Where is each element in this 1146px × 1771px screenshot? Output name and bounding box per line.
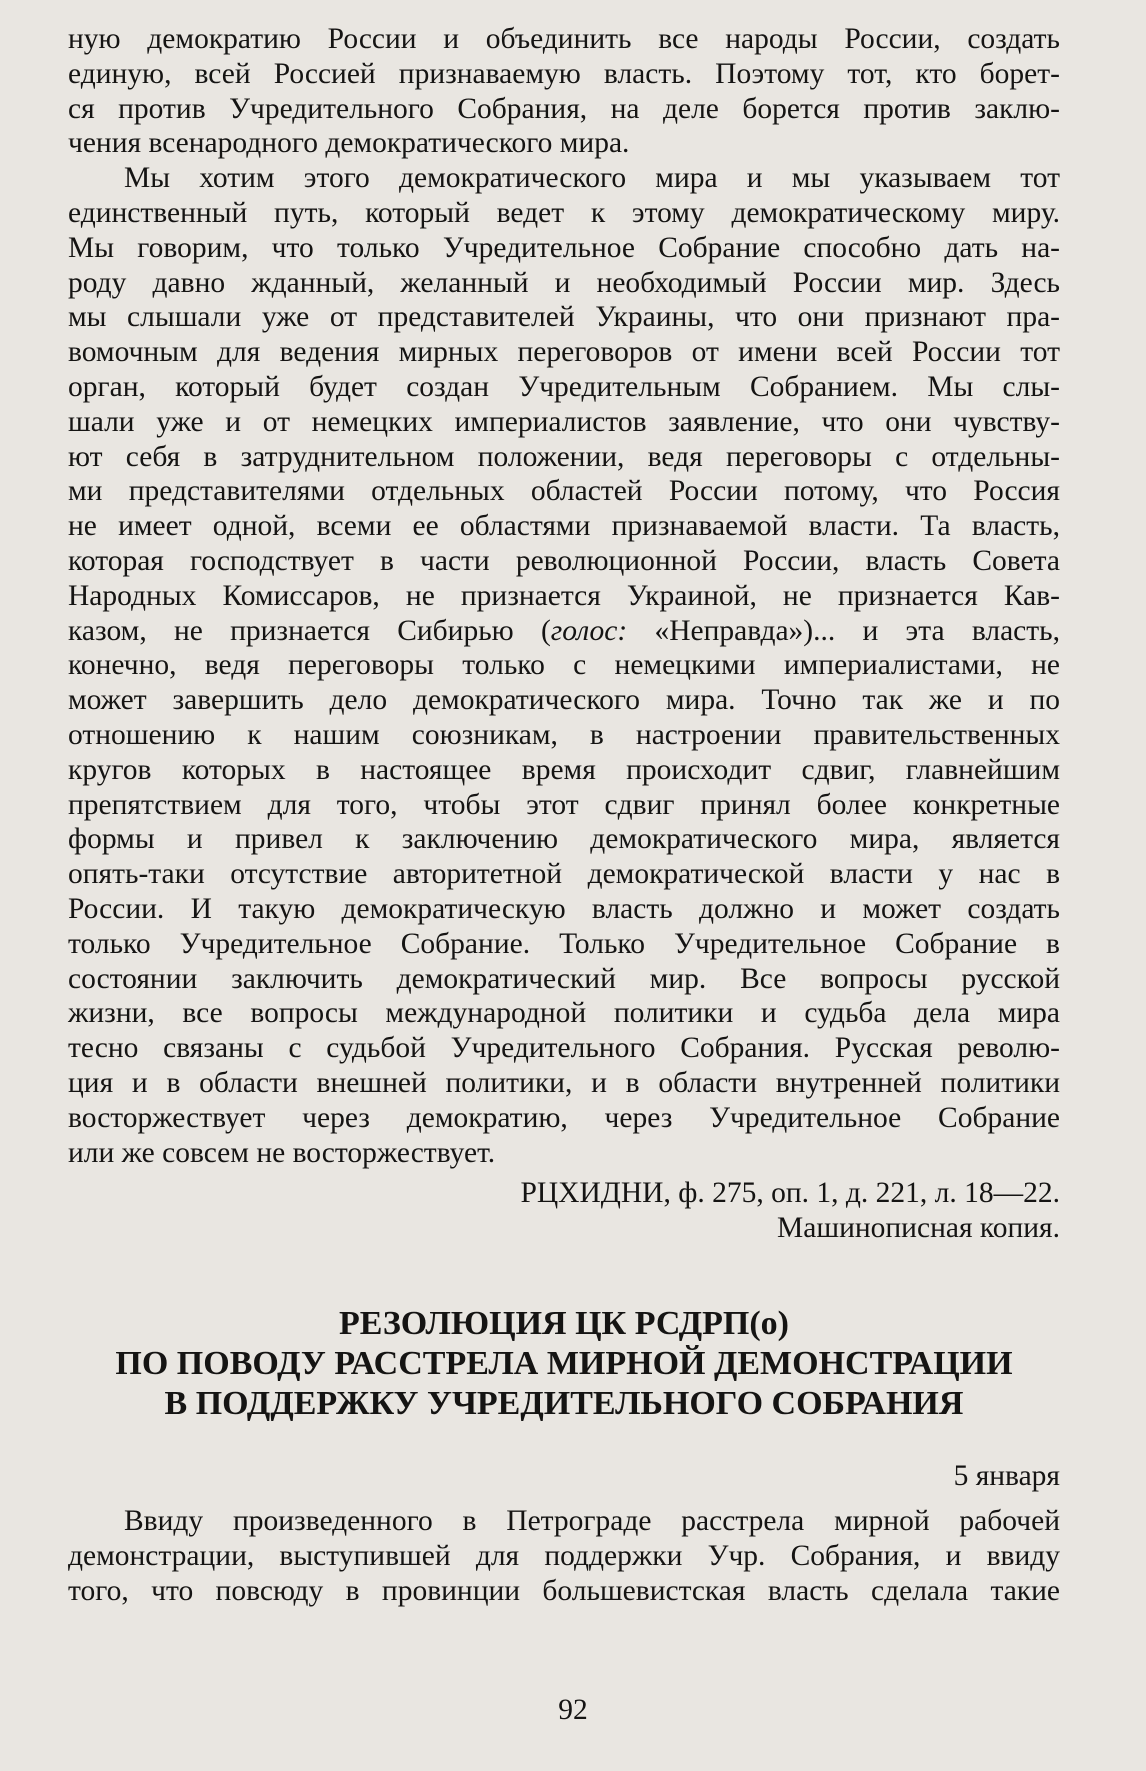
italic-remark: голос: [550,614,628,647]
page-number: 92 [558,1694,588,1726]
text-line: отношению к нашим союзникам, в настроении правительственных [68,718,1060,751]
text-line: состоянии заключить демократический мир. Все вопросы русской [68,962,1060,995]
text-line: ся против Учредительного Собрания, на деле борется против заклю- [68,92,1060,125]
text-line: чения всенародного демократического мира. [68,127,630,160]
text-line: которая господствует в части революционной России, власть Совета [68,544,1060,577]
resolution-title-line-2: ПО ПОВОДУ РАССТРЕЛА МИРНОЙ ДЕМОНСТРАЦИИ [115,1345,1013,1382]
text-line: восторжествует через демократию, через Учредительное Собрание [68,1101,1060,1134]
text-line: роду давно жданный, желанный и необходимый России мир. Здесь [68,266,1060,299]
text-line: опять-таки отсутствие авторитетной демократической власти у нас в [68,858,1060,891]
text-line: единственный путь, который ведет к этому демократическому миру. [68,196,1060,229]
text-line: конечно, ведя переговоры только с немецкими империалистами, не [68,649,1060,682]
text-line: Мы хотим этого демократического мира и мы указываем тот [124,162,1060,195]
text-line: Народных Комиссаров, не признается Украиной, не признается Кав- [68,579,1060,612]
text-line: России. И такую демократическую власть должно и может создать [68,892,1060,925]
main-text-top [68,22,1060,1170]
text-line: или же совсем не восторжествует. [68,1136,496,1169]
text-line: орган, который будет создан Учредительным Собранием. Мы слы- [68,370,1060,403]
text-line: формы и привел к заключению демократического мира, является [68,823,1060,856]
text-line: только Учредительное Собрание. Только Учредительное Собрание в [68,927,1060,960]
text-line: препятствием для того, чтобы этот сдвиг принял более конкретные [68,788,1060,821]
text-line: ми представителями отдельных областей России потому, что Россия [68,475,1060,508]
text-line: тесно связаны с судьбой Учредительного Собрания. Русская револю- [68,1032,1060,1065]
text-line: Мы говорим, что только Учредительное Собрание способно дать на- [68,231,1060,264]
text-line: того, что повсюду в провинции большевистская власть сделала такие [68,1574,1060,1607]
text-fragment: казом, не признается Сибирью ( [68,614,551,647]
text-line: мы слышали уже от представителей Украины, что они признают пра- [68,301,1060,334]
text-line: демонстрации, выступившей для поддержки Учр. Собрания, и ввиду [68,1539,1060,1572]
resolution-title-line-3: В ПОДДЕРЖКУ УЧРЕДИТЕЛЬНОГО СОБРАНИЯ [164,1385,964,1422]
text-line: ную демократию России и объединить все народы России, создать [68,23,1060,55]
text-line: вомочным для ведения мирных переговоров от имени всей России тот [68,336,1060,369]
text-line: не имеет одной, всеми ее областями признаваемой власти. Та власть, [68,510,1060,543]
text-line: может завершить дело демократического мира. Точно так же и по [68,684,1060,717]
main-text-bottom [68,1504,1060,1608]
text-line: Ввиду произведенного в Петрограде расстрела мирной рабочей [124,1505,1060,1537]
resolution-title-line-1: РЕЗОЛЮЦИЯ ЦК РСДРП(о) [338,1305,790,1342]
text-line: шали уже и от немецких империалистов заявление, что они чувству- [68,405,1060,438]
text-line-with-italic [68,614,1060,649]
text-fragment: «Неправда»)... и эта власть, [627,614,1060,647]
text-line: единую, всей Россией признаваемую власть. Поэтому тот, кто борет- [68,57,1060,90]
resolution-date: 5 января [953,1460,1060,1492]
text-line: ют себя в затруднительном положении, ведя переговоры с отдельны- [68,440,1060,473]
copy-note: Машинописная копия. [777,1212,1060,1244]
archive-reference: РЦХИДНИ, ф. 275, оп. 1, д. 221, л. 18—22. [520,1177,1060,1209]
text-line: жизни, все вопросы международной политики и судьба дела мира [68,997,1060,1030]
text-line: кругов которых в настоящее время происходит сдвиг, главнейшим [68,753,1060,786]
text-line: ция и в области внешней политики, и в области внутренней политики [68,1066,1060,1099]
